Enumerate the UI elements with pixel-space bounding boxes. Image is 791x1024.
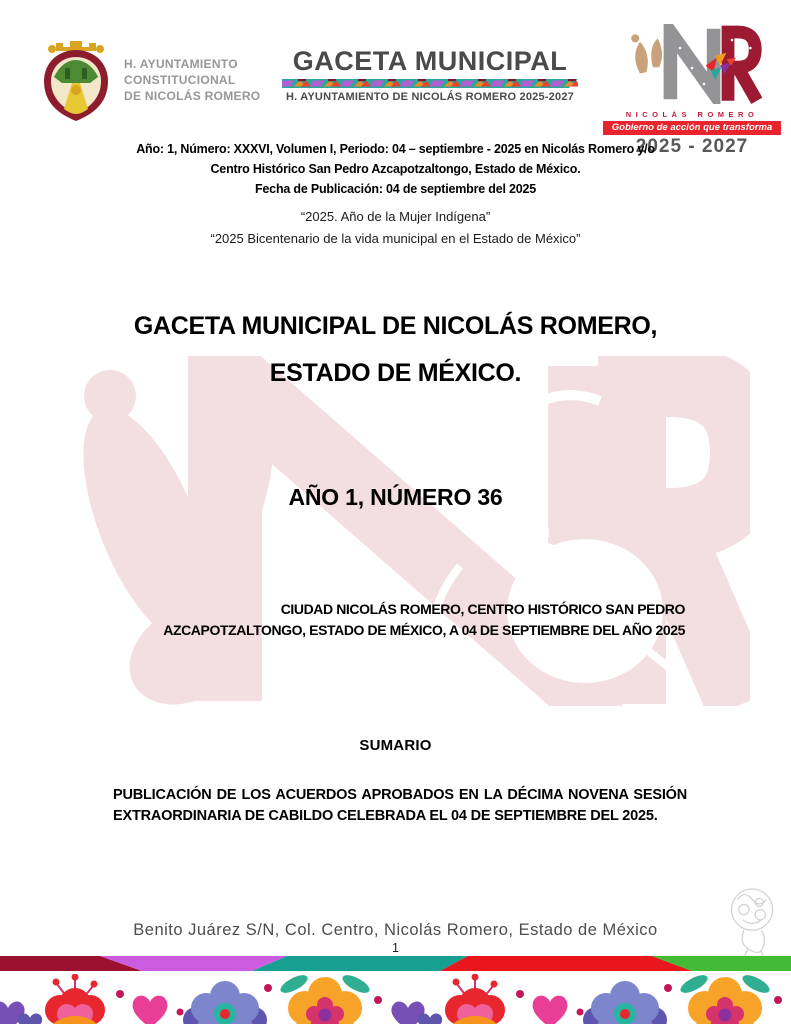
summary-body: PUBLICACIÓN DE LOS ACUERDOS APROBADOS EN LA DÉCIMA NOVENA SESIÓN EXTRAORDINARIA DE CABILDO CELEBRADA EL 04 DE SEPTIEMBRE DEL 2025. [113, 787, 687, 824]
nr-monogram-icon [596, 24, 788, 104]
nr-logo-slogan: Gobierno de acción que transforma [603, 121, 781, 135]
nr-logo-period: 2025 - 2027 [635, 136, 749, 157]
org-line: CONSTITUCIONAL [124, 73, 236, 87]
page-title-line: GACETA MUNICIPAL DE NICOLÁS ROMERO, [133, 312, 658, 340]
seated-figure-doodle-icon [713, 882, 785, 966]
masthead-subtitle: H. AYUNTAMIENTO DE NICOLÁS ROMERO 2025-2027 [286, 91, 574, 103]
dateline [163, 599, 685, 641]
footer-address: Benito Juárez S/N, Col. Centro, Nicolás Romero, Estado de México [133, 921, 658, 939]
page-title [0, 303, 791, 397]
color-stripe-band [0, 956, 791, 971]
nr-logo-name: NICOLÁS ROMERO [625, 110, 759, 119]
issue-info [0, 139, 791, 199]
mottos [0, 206, 791, 250]
issue-info-line: Centro Histórico San Pedro Azcapotzaltongo, Estado de México. [210, 162, 581, 176]
publication-date: Fecha de Publicación: 04 de septiembre del 2025 [255, 182, 536, 196]
summary-heading: SUMARIO [359, 737, 432, 754]
zigzag-band-icon [282, 79, 578, 88]
issue-info-line: Año: 1, Número: XXXVI, Volumen I, Periodo: 04 – septiembre - 2025 en Nicolás Romero y/o [136, 142, 655, 156]
org-line: H. AYUNTAMIENTO [124, 57, 238, 71]
motto-line: “2025 Bicentenario de la vida municipal en el Estado de México” [210, 231, 581, 246]
masthead-title: GACETA MUNICIPAL [292, 46, 568, 76]
nr-logo [596, 24, 788, 158]
flower-border [0, 974, 791, 1024]
org-line: DE NICOLÁS ROMERO [124, 89, 261, 103]
nr-ant-watermark [40, 356, 750, 706]
masthead [250, 46, 610, 103]
dateline-line: AZCAPOTZALTONGO, ESTADO DE MÉXICO, A 04 DE SEPTIEMBRE DEL AÑO 2025 [163, 622, 685, 638]
dateline-line: CIUDAD NICOLÁS ROMERO, CENTRO HISTÓRICO SAN PEDRO [280, 601, 685, 617]
page-number: 1 [392, 941, 399, 955]
issue-number: AÑO 1, NÚMERO 36 [288, 484, 503, 510]
coat-of-arms-icon [36, 36, 116, 124]
motto-line: “2025. Año de la Mujer Indígena” [300, 209, 491, 224]
page-title-line: ESTADO DE MÉXICO. [269, 359, 522, 387]
org-name [124, 56, 260, 104]
